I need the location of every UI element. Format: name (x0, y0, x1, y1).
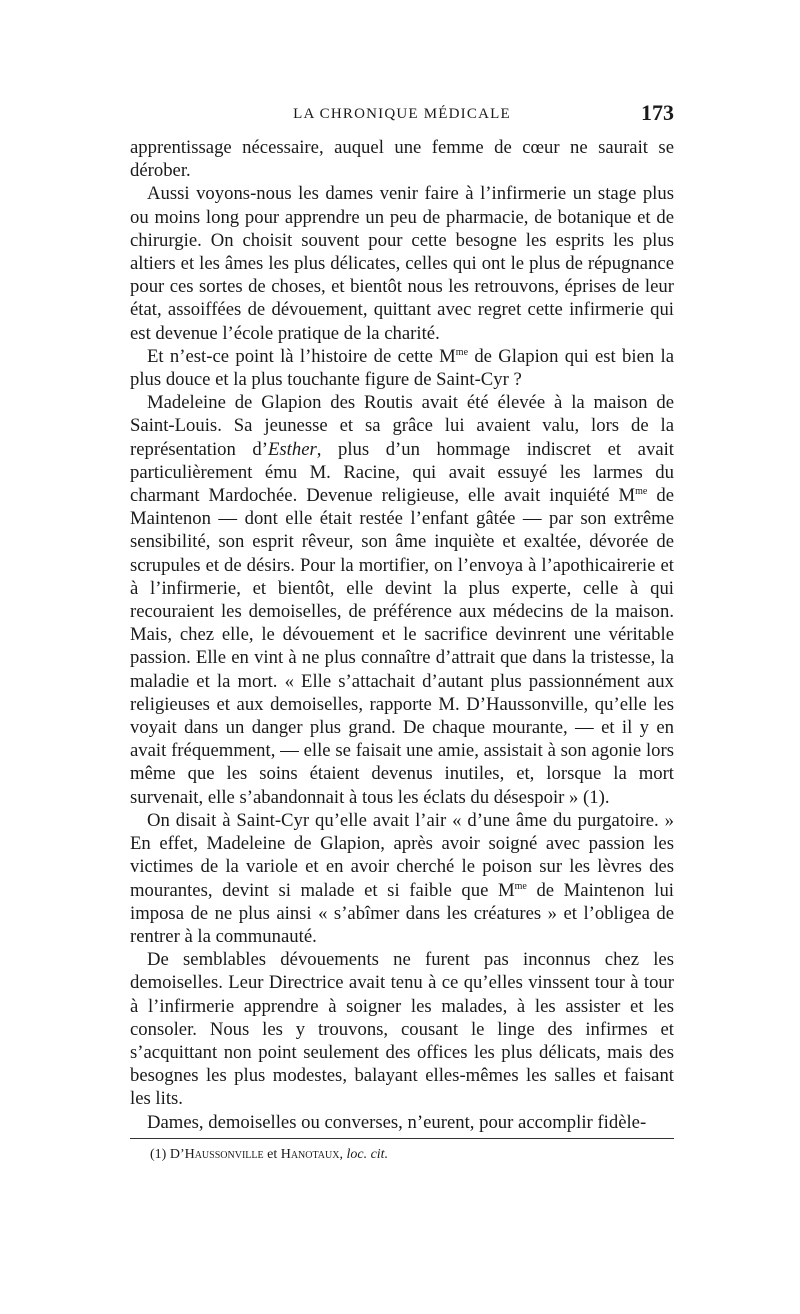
footnote-separator: , (339, 1147, 347, 1162)
paragraph-text: de Glapion qui est bien la plus douce et la plus touchante figure de Saint-Cyr ? (130, 345, 674, 391)
paragraph (130, 345, 674, 391)
page-header (130, 100, 674, 136)
superscript: me (514, 880, 527, 892)
paragraph-text: Dames, demoiselles ou converses, n’eurent, pour accomplir fidèle- (147, 1111, 647, 1133)
footnote-reference: loc. cit. (346, 1147, 389, 1162)
superscript: me (635, 486, 648, 498)
paragraph (130, 809, 674, 948)
page-number: 173 (641, 100, 674, 125)
paragraph-text: de Maintenon — dont elle était restée l’enfant gâtée — par son extrême sensibilité, son esprit rêveur, son âme inquiète et exaltée, dévorée de scrupules et de désirs. Pour la mortifier, on l’envoya à l’apothicairerie et à l’infirmerie, et bientôt, elle devint la plus experte, celle à qui recouraient les demoiselles, de préférence aux médecins de la maison. Mais, chez elle, le dévouement et le sacrifice devinrent une véritable passion. Elle en vint à ne plus connaître d’attrait que dans la tristesse, la maladie et la mort. « Elle s’attachait d’autant plus passionnément aux religieuses et aux demoiselles, rapporte M. D’Haussonville, qu’elle les voyait dans un danger plus grand. De chaque mourante, — et il y en avait fréquemment, — elle se faisait une amie, assistait à son agonie lors même que les soins étaient devenus inutiles, et, lorsque la mort survenait, elle s’abandonnait à tous les éclats du désespoir » (1). (130, 485, 674, 808)
italic-title: Esther (267, 438, 317, 460)
superscript: me (455, 346, 469, 358)
paragraph-text: de Maintenon lui imposa de ne plus ainsi « s’abîmer dans les créatures » et l’obligea de rentrer à la communauté. (130, 879, 674, 947)
paragraph (130, 948, 674, 1110)
footnote-author: Hanotaux (280, 1147, 340, 1162)
body-text (130, 136, 674, 1134)
paragraph (130, 1111, 674, 1134)
paragraph-text: Madeleine de Glapion des Routis avait été élevée à la maison de Saint-Louis. Sa jeunesse et sa grâce lui avaient valu, lors de la représentation d’ (130, 392, 674, 460)
running-title: LA CHRONIQUE MÉDICALE (293, 106, 511, 122)
paragraph-text: De semblables dévouements ne furent pas inconnus chez les demoiselles. Leur Directrice avait tenu à ce qu’elles vinssent tour à tour à l’infirmerie apprendre à soigner les malades, à les assister et les consoler. Nous les y trouvons, cousant le linge des infirmes et s’acquittant non point seulement des offices les plus délicats, mais des besognes les plus modestes, balayant elles-mêmes les salles et faisant les lits. (130, 949, 674, 1110)
paragraph (130, 182, 674, 344)
footnote-conjunction: et (263, 1147, 281, 1162)
paragraph (130, 136, 674, 182)
paragraph-text: , plus d’un hommage indiscret et avait particulièrement ému M. Racine, qui avait essuyé les larmes du charmant Mardochée. Devenue religieuse, elle avait inquiété M (130, 438, 674, 507)
footnote (150, 1146, 670, 1164)
paragraph-text: Aussi voyons-nous les dames venir faire à l’infirmerie un stage plus ou moins long pour apprendre un peu de pharmacie, de botanique et de chirurgie. On choisit souvent pour cette besogne les esprits les plus altiers et les âmes les plus délicates, celles qui ont le plus de répugnance pour ces sortes de choses, et bientôt nous les retrouvons, éprises de leur état, assoiffées de dévouement, quittant avec regret cette infirmerie qui est devenue l’école pratique de la charité. (130, 183, 674, 344)
paragraph-text: On disait à Saint-Cyr qu’elle avait l’air « d’une âme du purgatoire. » En effet, Madeleine de Glapion, après avoir soigné avec passion les victimes de la variole et en avoir cherché le poison sur les lèvres des mourantes, devint si malade et si faible que M (130, 809, 674, 901)
paragraph-text: Et n’est-ce point là l’histoire de cette M (147, 345, 456, 367)
footnote-divider (130, 1138, 674, 1139)
footnote-number: (1) (150, 1147, 167, 1162)
footnote-author: D’Haussonville (169, 1147, 264, 1162)
paragraph (130, 391, 674, 809)
paragraph-text: apprentissage nécessaire, auquel une femme de cœur ne saurait se dérober. (130, 137, 674, 182)
